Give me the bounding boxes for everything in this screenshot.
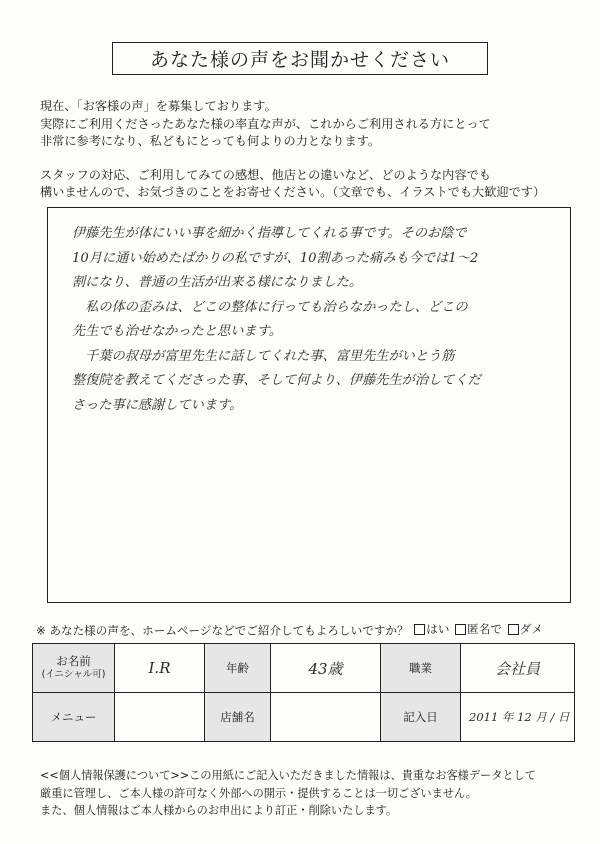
comment-line: 先生でも治せなかったと思います。 [72,324,282,339]
date-label: 記入日 [381,693,461,742]
handwritten-comment [72,222,562,418]
intro-line: 現在、「お客様の声」を募集しております。 [40,99,277,113]
menu-label: メニュー [33,693,115,742]
checkbox-icon[interactable] [414,624,425,635]
privacy-line: また、個人情報はご本人様からのお申出により訂正・削除いたします。 [40,804,398,817]
job-field[interactable]: 会社員 [461,644,575,693]
menu-field[interactable] [115,693,205,742]
comment-line: さった事に感謝しています。 [72,397,243,413]
comment-line: 私の体の歪みは、どこの整体に行っても治らなかったし、どこの [72,299,468,315]
intro-line: 実際にご利用くださったあなた様の率直な声が、これからご利用される方にとって [40,116,491,131]
comment-line: 割になり、普通の生活が出来る様になりました。 [72,275,363,290]
intro-line: 非常に参考になり、私どもにとっても何よりの力となります。 [40,134,381,148]
option-anonymous-label: 匿名で [467,622,502,636]
comment-line: 千葉の叔母が富里先生に話してくれた事、富里先生がいとう筋 [72,348,455,364]
name-label: お名前 (イニシャル可) [33,644,115,693]
comment-line: 10月に通い始めたばかりの私ですが、10割あった痛みも今では1〜2 [72,250,479,266]
intro-text [40,98,580,202]
intro-line: 構いませんので、お気づきのことをお寄せください。（文章でも、イラストでも大歓迎です） [40,185,546,199]
checkbox-icon[interactable] [508,624,519,635]
comment-line: 整復院を教えてくださった事、そして何より、伊藤先生が治してくだ [72,373,481,388]
option-no-label: ダメ [519,622,543,636]
job-label: 職業 [381,644,461,693]
store-label: 店舗名 [205,693,271,742]
customer-info-table [32,643,575,742]
privacy-line: 厳重に管理し、ご本人様の許可なく外部への開示・提供することは一切ございません。 [40,786,477,800]
comment-line: 伊藤先生が体にいい事を細かく指導してくれる事です。そのお陰で [72,226,467,241]
option-no[interactable] [506,621,543,637]
comment-box [47,207,571,603]
option-yes[interactable] [412,621,449,637]
consent-text: ※ あなた様の声を、ホームページなどでご紹介してもよろしいですか？ [36,623,409,638]
age-field[interactable]: 43歳 [271,644,381,693]
date-field[interactable]: 2011 年 12 月 / 日 [461,693,575,742]
name-field[interactable]: I.R [115,644,205,693]
consent-question [36,621,586,639]
intro-line: スタッフの対応、ご利用してみての感想、他店との違いなど、どのような内容でも [40,167,491,182]
privacy-notice [40,767,580,820]
option-yes-label: はい [426,622,450,636]
store-field[interactable] [271,693,381,742]
option-anonymous[interactable] [453,621,502,637]
checkbox-icon[interactable] [455,624,466,635]
form-title: あなた様の声をお聞かせください [112,42,488,75]
age-label: 年齢 [205,644,271,693]
privacy-line: <<個人情報保護について>>この用紙にご記入いただきました情報は、貴重なお客様データとして [40,769,536,782]
